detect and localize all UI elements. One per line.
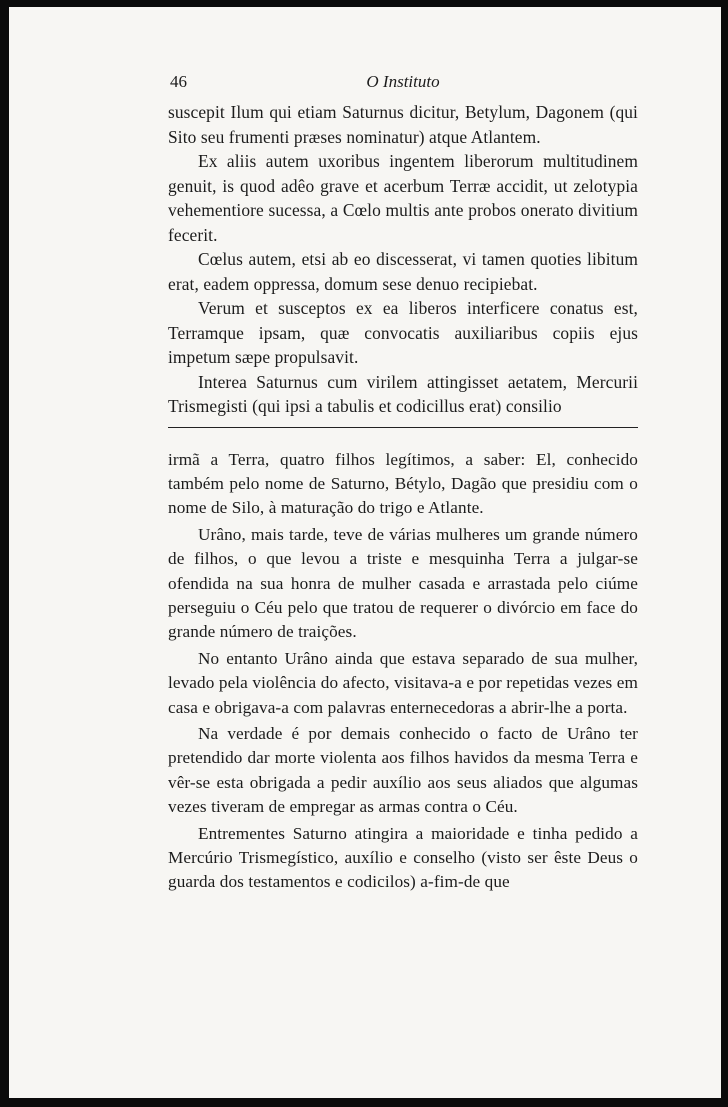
portuguese-paragraph: Entrementes Saturno atingira a maioridade e tinha pedido a Mercúrio Trismegístico, auxílio e conselho (visto ser êste Deus o guarda dos testamentos e codicilos) a-fim-de que xyxy=(168,823,638,892)
portuguese-paragraph: Urâno, mais tarde, teve de várias mulheres um grande número de filhos, o que levou a triste e mesquinha Terra a julgar-se ofendida na sua honra de mulher casada e arrastada pelo ciúme perseguiu o Céu pelo que tratou de requerer o divórcio em face do grande número de traições. xyxy=(168,524,638,642)
latin-paragraph: Cœlus autem, etsi ab eo discesserat, vi tamen quoties libitum erat, eadem oppressa, domum sese denuo recipiebat. xyxy=(168,249,638,294)
portuguese-paragraph: Na verdade é por demais conhecido o facto de Urâno ter pretendido dar morte violenta aos filhos havidos da mesma Terra e vêr-se esta obrigada a pedir auxílio aos seus aliados que algumas vezes tiveram de empregar as armas contra o Céu. xyxy=(168,723,638,817)
portuguese-text-block xyxy=(168,448,638,895)
portuguese-paragraph: No entanto Urâno ainda que estava separado de sua mulher, levado pela violência do afecto, visitava-a e por repetidas vezes em casa e obrigava-a com palavras enternecedoras a abrir-lhe a porta. xyxy=(168,648,638,717)
latin-paragraph: Ex aliis autem uxoribus ingentem liberorum multitudinem genuit, is quod adêo grave et acerbum Terræ accidit, ut zelotypia vehementiore sucessa, a Cœlo multis ante probos onerato divitium fecerit. xyxy=(168,151,638,245)
latin-paragraph: suscepit Ilum qui etiam Saturnus dicitur, Betylum, Dagonem (qui Sito seu frumenti præses nominatur) atque Atlantem. xyxy=(168,102,638,147)
latin-paragraph: Interea Saturnus cum virilem attingisset aetatem, Mercurii Trismegisti (qui ipsi a tabulis et codicillus erat) consilio xyxy=(168,371,638,416)
latin-text-block xyxy=(168,100,638,419)
page-header xyxy=(168,66,638,100)
latin-paragraph: Verum et susceptos ex ea liberos interficere conatus est, Terramque ipsam, quæ convocatis auxiliaribus copiis ejus impetum sæpe propulsavit. xyxy=(168,298,638,367)
page-number: 46 xyxy=(170,72,187,91)
book-page xyxy=(168,66,638,897)
running-title: O Instituto xyxy=(366,72,440,91)
footnote-divider xyxy=(168,427,638,428)
portuguese-paragraph: irmã a Terra, quatro filhos legítimos, a saber: El, conhecido também pelo nome de Saturno, Bétylo, Dagão que presidiu com o nome de Silo, à maturação do trigo e Atlante. xyxy=(168,449,638,518)
